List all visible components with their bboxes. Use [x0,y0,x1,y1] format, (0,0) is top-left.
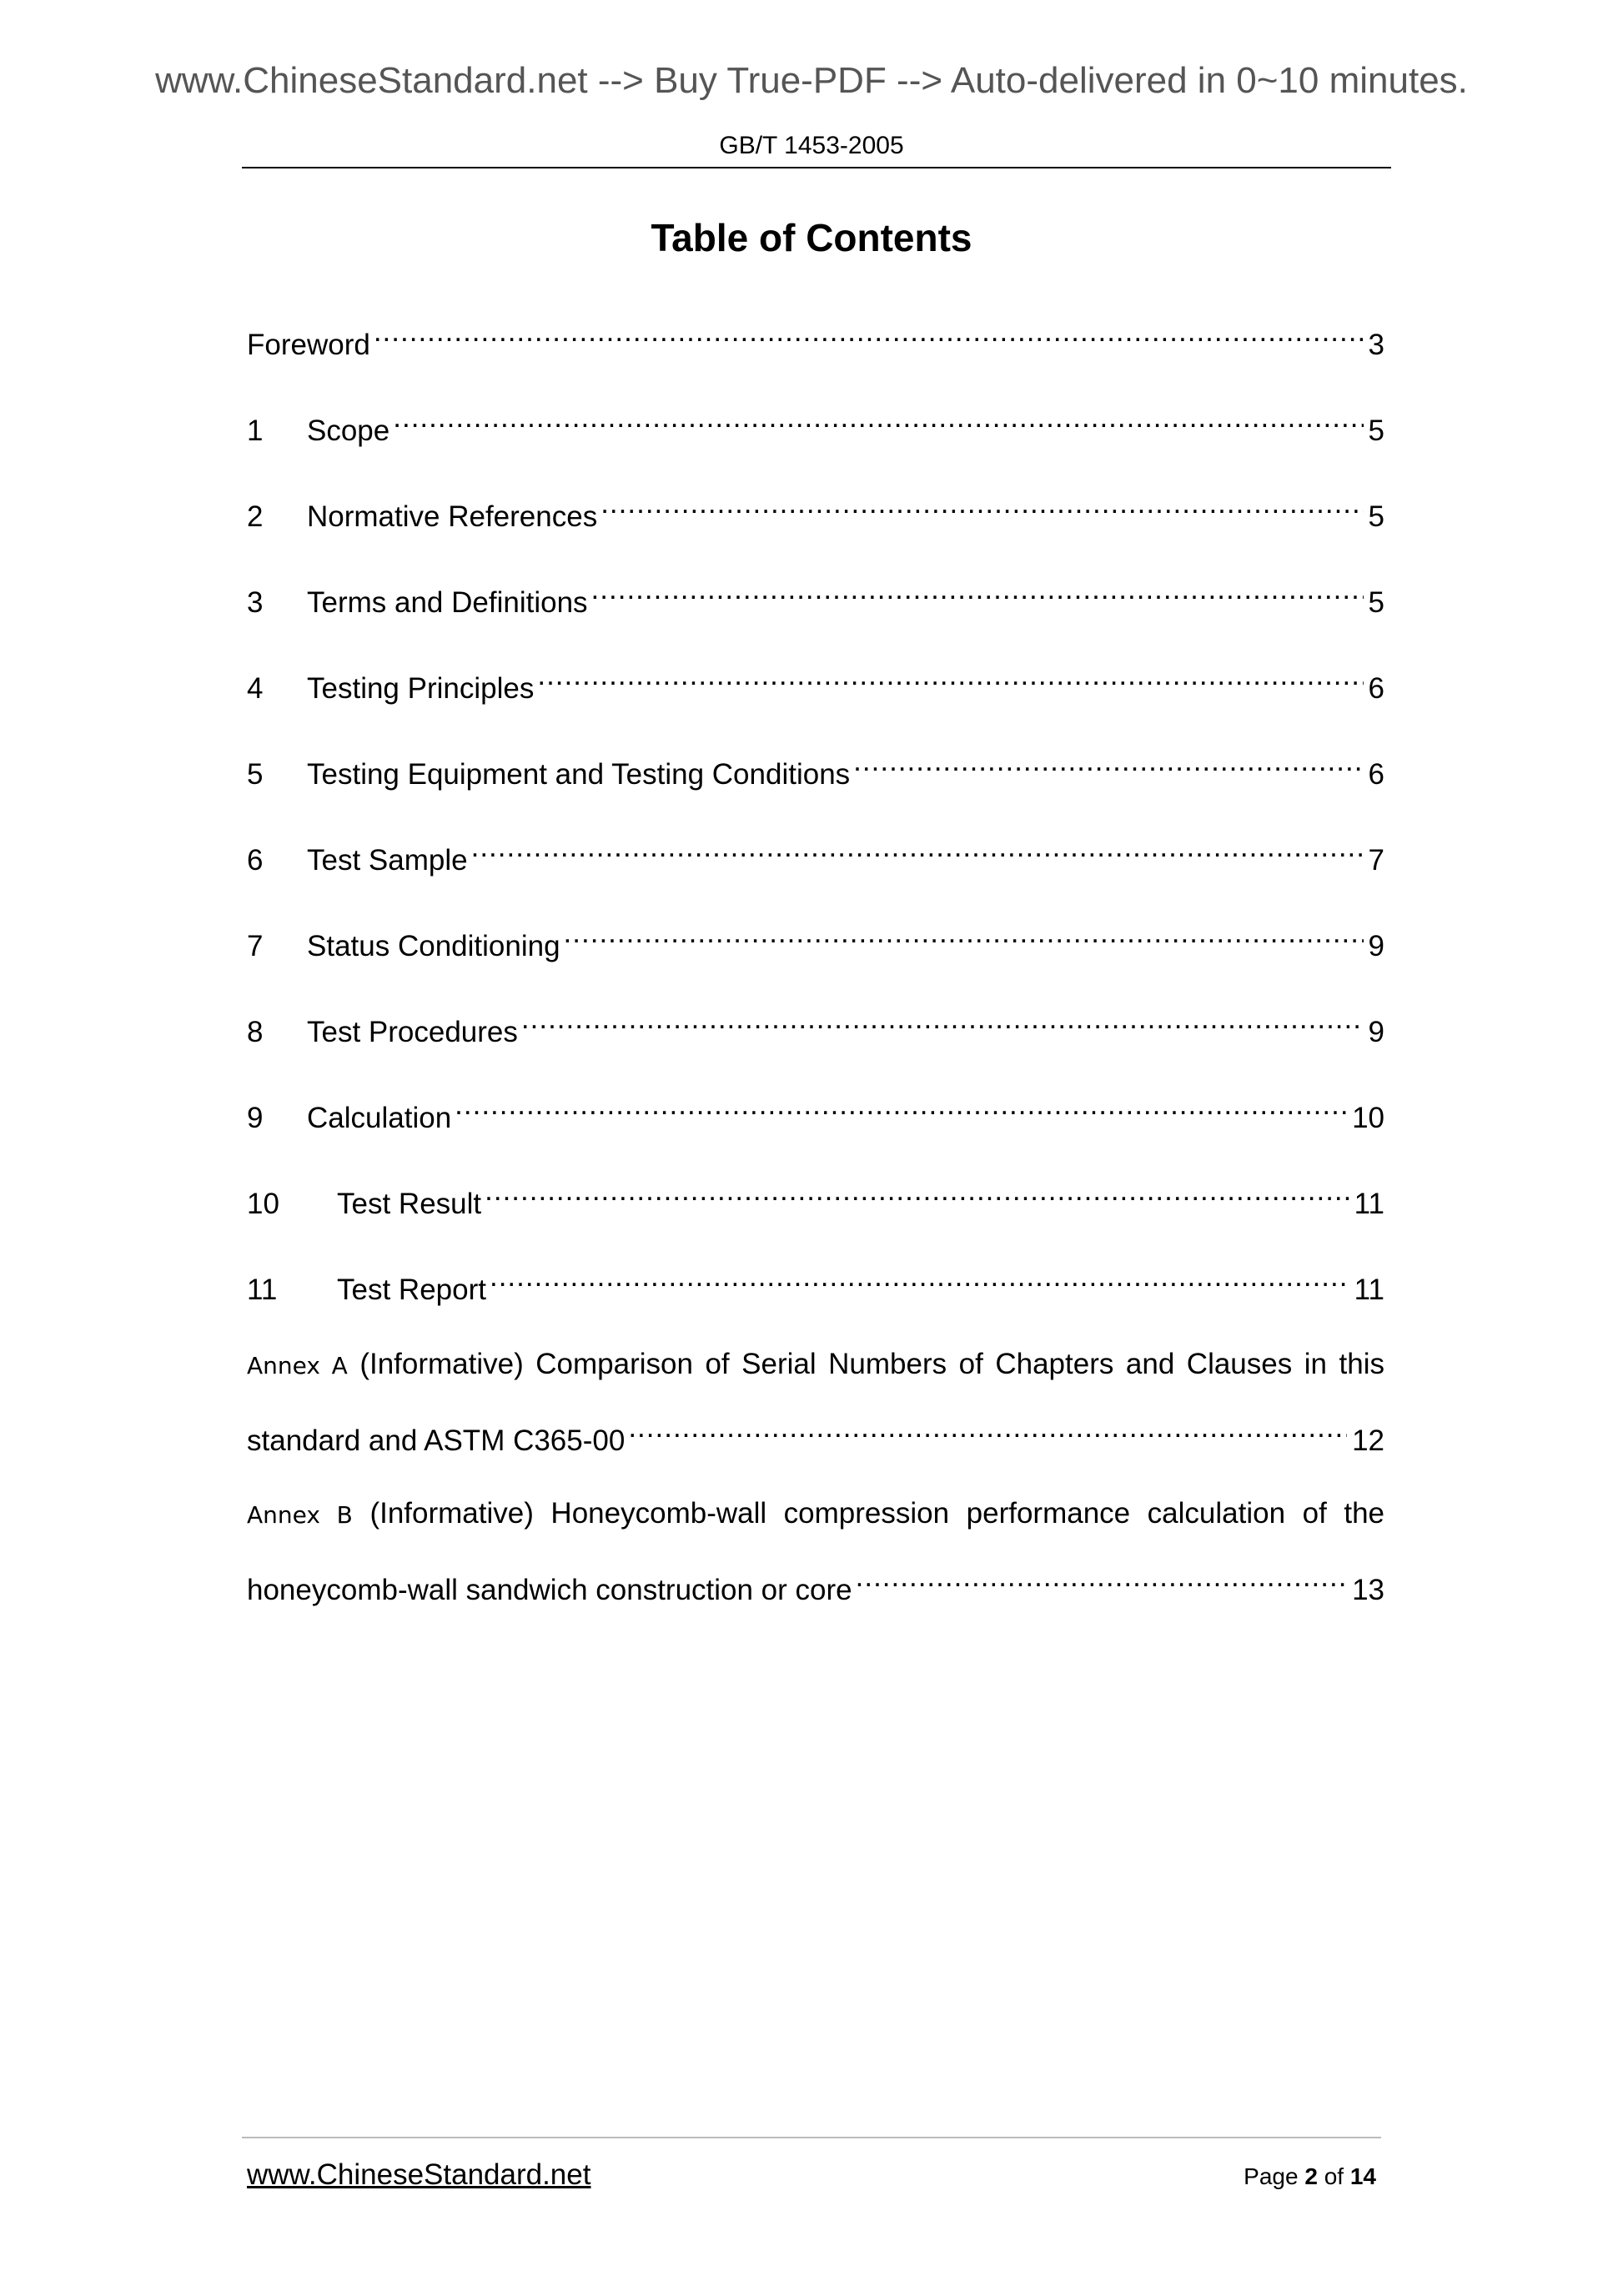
toc-entry-calculation[interactable] [247,1086,1384,1134]
toc-entry-foreword[interactable] [247,313,1384,361]
toc-entry-label: Status Conditioning [307,930,560,962]
toc-leader-dots [600,485,1363,526]
toc-entry-terms-and-definitions[interactable] [247,570,1384,619]
toc-entry-label: Testing Principles [307,672,535,705]
annex-title-line2: honeycomb-wall sandwich construction or core [247,1574,852,1606]
toc-leader-dots [856,1558,1347,1600]
toc-leader-dots [521,1000,1364,1042]
toc-entry-number: 8 [247,1016,264,1048]
annex-prefix: Annex A [247,1352,348,1379]
toc-entry-number: 9 [247,1102,264,1134]
footer-rule [242,2137,1381,2138]
toc-entry-label: Normative References [307,500,598,533]
toc-leader-dots [374,313,1364,354]
toc-leader-dots [853,742,1363,784]
toc-entry-test-sample[interactable] [247,828,1384,877]
toc-leader-dots [490,1258,1349,1299]
annex-title-line1: (Informative) Honeycomb-wall compression performance calculation of the [369,1497,1384,1530]
footer-website-link[interactable]: www.ChineseStandard.net [247,2158,591,2191]
toc-entry-number: 2 [247,500,264,533]
toc-entry-label: Test Procedures [307,1016,518,1048]
page-word: Page [1244,2163,1299,2189]
page-of: of [1324,2163,1344,2189]
header-rule [242,167,1391,168]
toc-entry-label: Test Sample [307,844,468,877]
toc-entry-number: 11 [247,1274,278,1306]
toc-leader-dots [471,828,1364,870]
toc-entry-page: 3 [1368,329,1384,361]
toc-leader-dots [564,914,1364,956]
toc-entry-page: 5 [1368,500,1384,533]
toc-leader-dots [591,570,1364,612]
toc-entry-number: 6 [247,844,264,877]
toc-entry-status-conditioning[interactable] [247,914,1384,962]
toc-leader-dots [393,399,1363,440]
toc-title: Table of Contents [651,216,972,259]
toc-entry-number: 7 [247,930,264,962]
annex-title-line2: standard and ASTM C365-00 [247,1424,626,1457]
toc-entry-page: 13 [1352,1574,1384,1606]
toc-entry-test-procedures[interactable] [247,1000,1384,1048]
toc-annex-b-continued[interactable] [247,1558,1384,1606]
toc-entry-test-result[interactable] [247,1172,1384,1220]
toc-entry-label: Terms and Definitions [307,586,588,619]
toc-leader-dots [485,1172,1349,1213]
toc-entry-testing-principles[interactable] [247,656,1384,705]
toc-entry-number: 3 [247,586,264,619]
page-total: 14 [1349,2163,1376,2189]
toc-leader-dots [537,656,1363,698]
toc-entry-page: 11 [1354,1188,1384,1220]
toc-entry-normative-references[interactable] [247,485,1384,533]
toc-leader-dots [455,1086,1347,1128]
toc-entry-page: 5 [1368,586,1384,619]
toc-entry-scope[interactable] [247,399,1384,447]
toc-entry-label: Foreword [247,329,370,361]
toc-annex-a-continued[interactable] [247,1409,1384,1457]
toc-entry-number: 1 [247,414,264,447]
toc-entry-page: 9 [1368,930,1384,962]
toc-entry-label: Scope [307,414,390,447]
toc-entry-number: 4 [247,672,264,705]
toc-entry-label: Test Result [337,1188,482,1220]
toc-entry-label: Calculation [307,1102,452,1134]
toc-entry-page: 5 [1368,414,1384,447]
toc-entry-number: 10 [247,1188,279,1220]
toc-entry-test-report[interactable] [247,1258,1384,1306]
page-current: 2 [1304,2163,1318,2189]
annex-prefix: Annex B [247,1501,353,1529]
toc-entry-testing-equipment[interactable] [247,742,1384,791]
toc-entry-page: 10 [1352,1102,1384,1134]
toc-entry-page: 6 [1368,672,1384,705]
document-code: GB/T 1453-2005 [719,132,904,159]
top-banner[interactable]: www.ChineseStandard.net --> Buy True-PDF --> Auto-delivered in 0~10 minutes. [155,60,1468,101]
toc-entry-page: 12 [1352,1424,1384,1457]
toc-entry-label: Test Report [337,1274,486,1306]
toc-entry-number: 5 [247,758,264,791]
toc-entry-page: 7 [1368,844,1384,877]
toc-entry-page: 11 [1354,1274,1384,1306]
annex-title-line1: (Informative) Comparison of Serial Numbers of Chapters and Clauses in this [359,1348,1384,1380]
toc-entry-page: 9 [1368,1016,1384,1048]
toc-entry-page: 6 [1368,758,1384,791]
toc-annex-a[interactable] [247,1344,1384,1387]
toc-annex-b[interactable] [247,1493,1384,1536]
footer-page-number [1244,2163,1376,2190]
toc-entry-label: Testing Equipment and Testing Conditions [307,758,851,791]
toc-leader-dots [628,1409,1347,1450]
